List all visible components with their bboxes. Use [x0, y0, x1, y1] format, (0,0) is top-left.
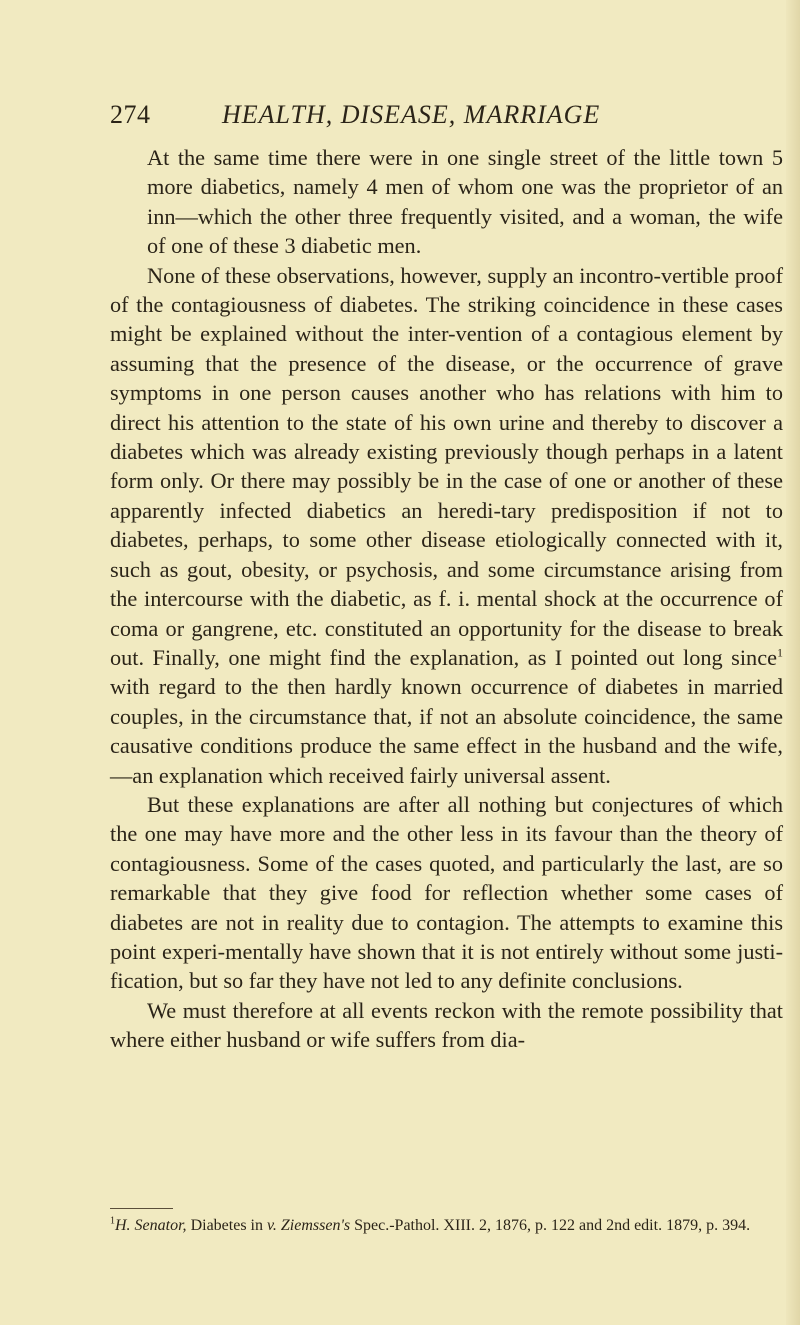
paragraph-2-text-b: with regard to the then hardly known occurrence of diabetes in married couples, in the circumstance that, if not an absolute coincidence, the same causative conditions produce the same effect in the husband and the wife,—an explanation which received fairly universal assent. — [110, 674, 783, 788]
paragraph-2-text-a: None of these observations, however, supply an incontro-vertible proof of the contagiousness of diabetes. The striking coincidence in these cases might be explained without the inter-vention of a contagious element by assuming that the presence of the disease, or the occurrence of grave symptoms in one person causes another who has relations with him to direct his attention to the state of his own urine and thereby to discover a diabetes which was already existing previously though perhaps in a latent form only. Or there may possibly be in the case of one or another of these apparently infected diabetics an heredi-tary predisposition if not to diabetes, perhaps, to some other disease etiologically connected with it, such as gout, obesity, or psychosis, and some circumstance arising from the intercourse with the diabetic, as f. i. mental shock at the occurrence of coma or gangrene, etc. constituted an opportunity for the disease to break out. Finally, one might find the explanation, as I pointed out long since — [110, 262, 783, 670]
footnote-author: H. Senator, — [115, 1217, 187, 1234]
paragraph-2 — [110, 261, 783, 790]
footnote-rule — [110, 1208, 173, 1209]
footnote-marker: 1 — [110, 1215, 115, 1227]
footnote-source: v. Ziemssen's — [266, 1217, 351, 1234]
footnote-reference: 1 — [777, 645, 783, 660]
footnote-text-2: Spec.-Pathol. XIII. 2, 1876, p. 122 and 2nd edit. 1879, p. 394. — [350, 1217, 751, 1234]
page-number: 274 — [110, 100, 151, 129]
running-header — [110, 100, 670, 140]
footnote — [110, 1214, 783, 1238]
body-text — [110, 143, 783, 1055]
paragraph-4: We must therefore at all events reckon with the remote possibility that where either husband or wife suffers from dia- — [110, 997, 783, 1053]
running-head-title: HEALTH, DISEASE, MARRIAGE — [222, 100, 601, 129]
paragraph-1: At the same time there were in one single street of the little town 5 more diabetics, namely 4 men of whom one was the proprietor of an inn—which the other three frequently visited, and a woman, the wife of one of these 3 diabetic men. — [147, 145, 783, 259]
footnote-text-1: Diabetes in — [186, 1217, 267, 1234]
paragraph-3: But these explanations are after all nothing but conjectures of which the one may have more and the other less in its favour than the theory of contagiousness. Some of the cases quoted, and particularly the last, are so remarkable that they give food for reflection whether some cases of diabetes are not in reality due to contagion. The attempts to examine this point experi-mentally have shown that it is not entirely without some justi-fication, but so far they have not led to any definite conclusions. — [110, 791, 783, 994]
page-edge — [786, 0, 800, 1325]
